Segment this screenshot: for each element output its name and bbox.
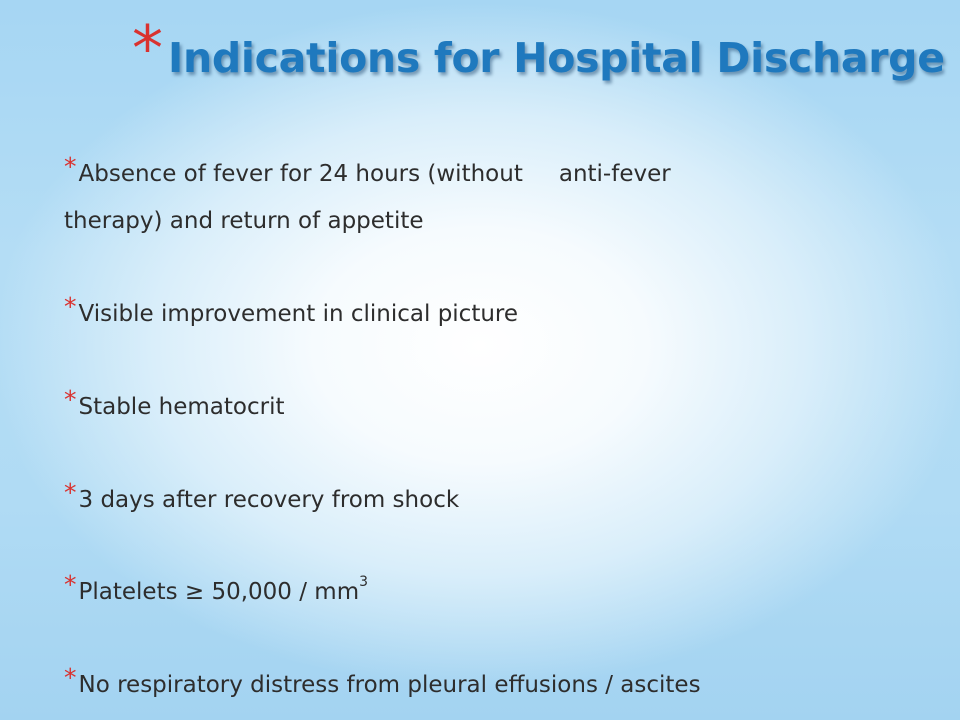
bullet-item-fever bbox=[64, 152, 671, 187]
bullet-star-icon: * bbox=[64, 478, 77, 507]
bullet-text: Absence of fever for 24 hours (without bbox=[78, 161, 523, 187]
bullet-star-icon: * bbox=[64, 570, 77, 599]
bullet-star-icon: * bbox=[64, 152, 77, 181]
bullet-star-icon: * bbox=[64, 385, 77, 414]
bullet-continuation-line: therapy) and return of appetite bbox=[64, 208, 424, 234]
bullet-item-improvement bbox=[64, 292, 519, 327]
bullet-text: No respiratory distress from pleural effusions / ascites bbox=[78, 672, 701, 698]
slide-title: Indications for Hospital Discharge bbox=[168, 34, 945, 82]
bullet-star-icon: * bbox=[64, 663, 77, 692]
bullet-star-icon: * bbox=[64, 292, 77, 321]
bullet-text: Stable hematocrit bbox=[78, 394, 285, 420]
title-bullet-star-icon: * bbox=[132, 12, 163, 85]
bullet-item-platelets bbox=[64, 570, 369, 605]
bullet-text: Platelets ≥ 50,000 / mm bbox=[78, 579, 360, 605]
bullet-item-hematocrit bbox=[64, 385, 285, 420]
bullet-item-respiratory bbox=[64, 663, 701, 698]
superscript: 3 bbox=[359, 574, 369, 590]
bullet-text-continued: anti-fever bbox=[558, 161, 671, 187]
bullet-text: 3 days after recovery from shock bbox=[78, 487, 460, 513]
bullet-item-shock bbox=[64, 478, 460, 513]
bullet-text: Visible improvement in clinical picture bbox=[78, 301, 519, 327]
